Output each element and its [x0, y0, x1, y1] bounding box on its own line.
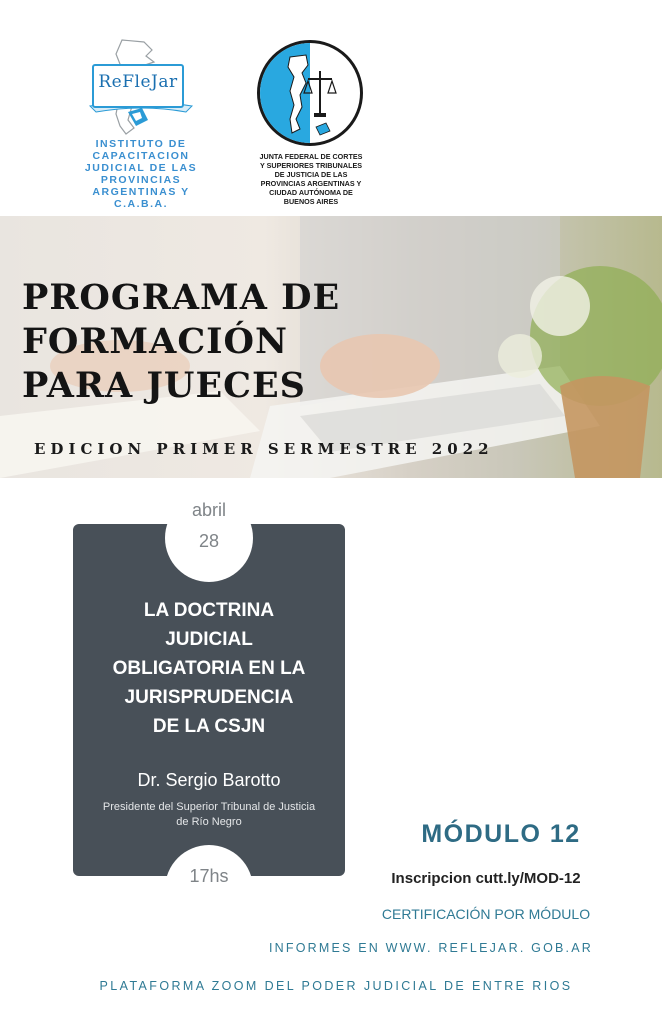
- platform-note: PLATAFORMA ZOOM DEL PODER JUDICIAL DE ENTRE RIOS: [99, 979, 573, 993]
- reflejar-institute-name: INSTITUTO DE CAPACITACION JUDICIAL DE LAS PROVINCIAS ARGENTINAS Y C.A.B.A.: [84, 138, 198, 210]
- certification-note: CERTIFICACIÓN POR MÓDULO: [381, 906, 591, 922]
- junta-seal: [257, 40, 363, 146]
- reflejar-logo: [82, 36, 200, 208]
- time-circle: [165, 845, 253, 933]
- speaker-name: Dr. Sergio Barotto: [137, 770, 281, 790]
- edition-label: EDICION PRIMER SERMESTRE 2022: [34, 440, 494, 458]
- program-title-line-3: PARA JUECES: [22, 365, 306, 406]
- event-title: LA DOCTRINA JUDICIAL OBLIGATORIA EN LA JURISPRUDENCIA DE LA CSJN: [112, 600, 306, 737]
- program-title-line-2: FORMACIÓN: [22, 321, 289, 362]
- reflejar-wordmark-box: [92, 64, 184, 108]
- reflejar-wordmark: ReFleJar: [98, 72, 178, 92]
- program-title-line-1: PROGRAMA DE: [22, 277, 341, 318]
- junta-federal-name: JUNTA FEDERAL DE CORTES Y SUPERIORES TRIBUNALES DE JUSTICIA DE LAS PROVINCIAS ARGENTINAS Y CIUDAD AUTÓNOMA DE BUENOS AIRES: [259, 152, 363, 206]
- junta-federal-logo: [236, 38, 386, 213]
- header-banner: [0, 216, 662, 478]
- module-number: MÓDULO 12: [421, 820, 581, 848]
- info-website-link[interactable]: INFORMES EN WWW. REFLEJAR. GOB.AR: [268, 941, 593, 955]
- event-day: 28: [198, 531, 220, 551]
- event-time: 17hs: [189, 866, 229, 886]
- speaker-role: Presidente del Superior Tribunal de Justicia de Río Negro: [102, 801, 316, 828]
- event-month: abril: [191, 500, 226, 520]
- registration-link[interactable]: Inscripcion cutt.ly/MOD-12: [391, 870, 581, 887]
- scales-of-justice-icon: [260, 43, 360, 143]
